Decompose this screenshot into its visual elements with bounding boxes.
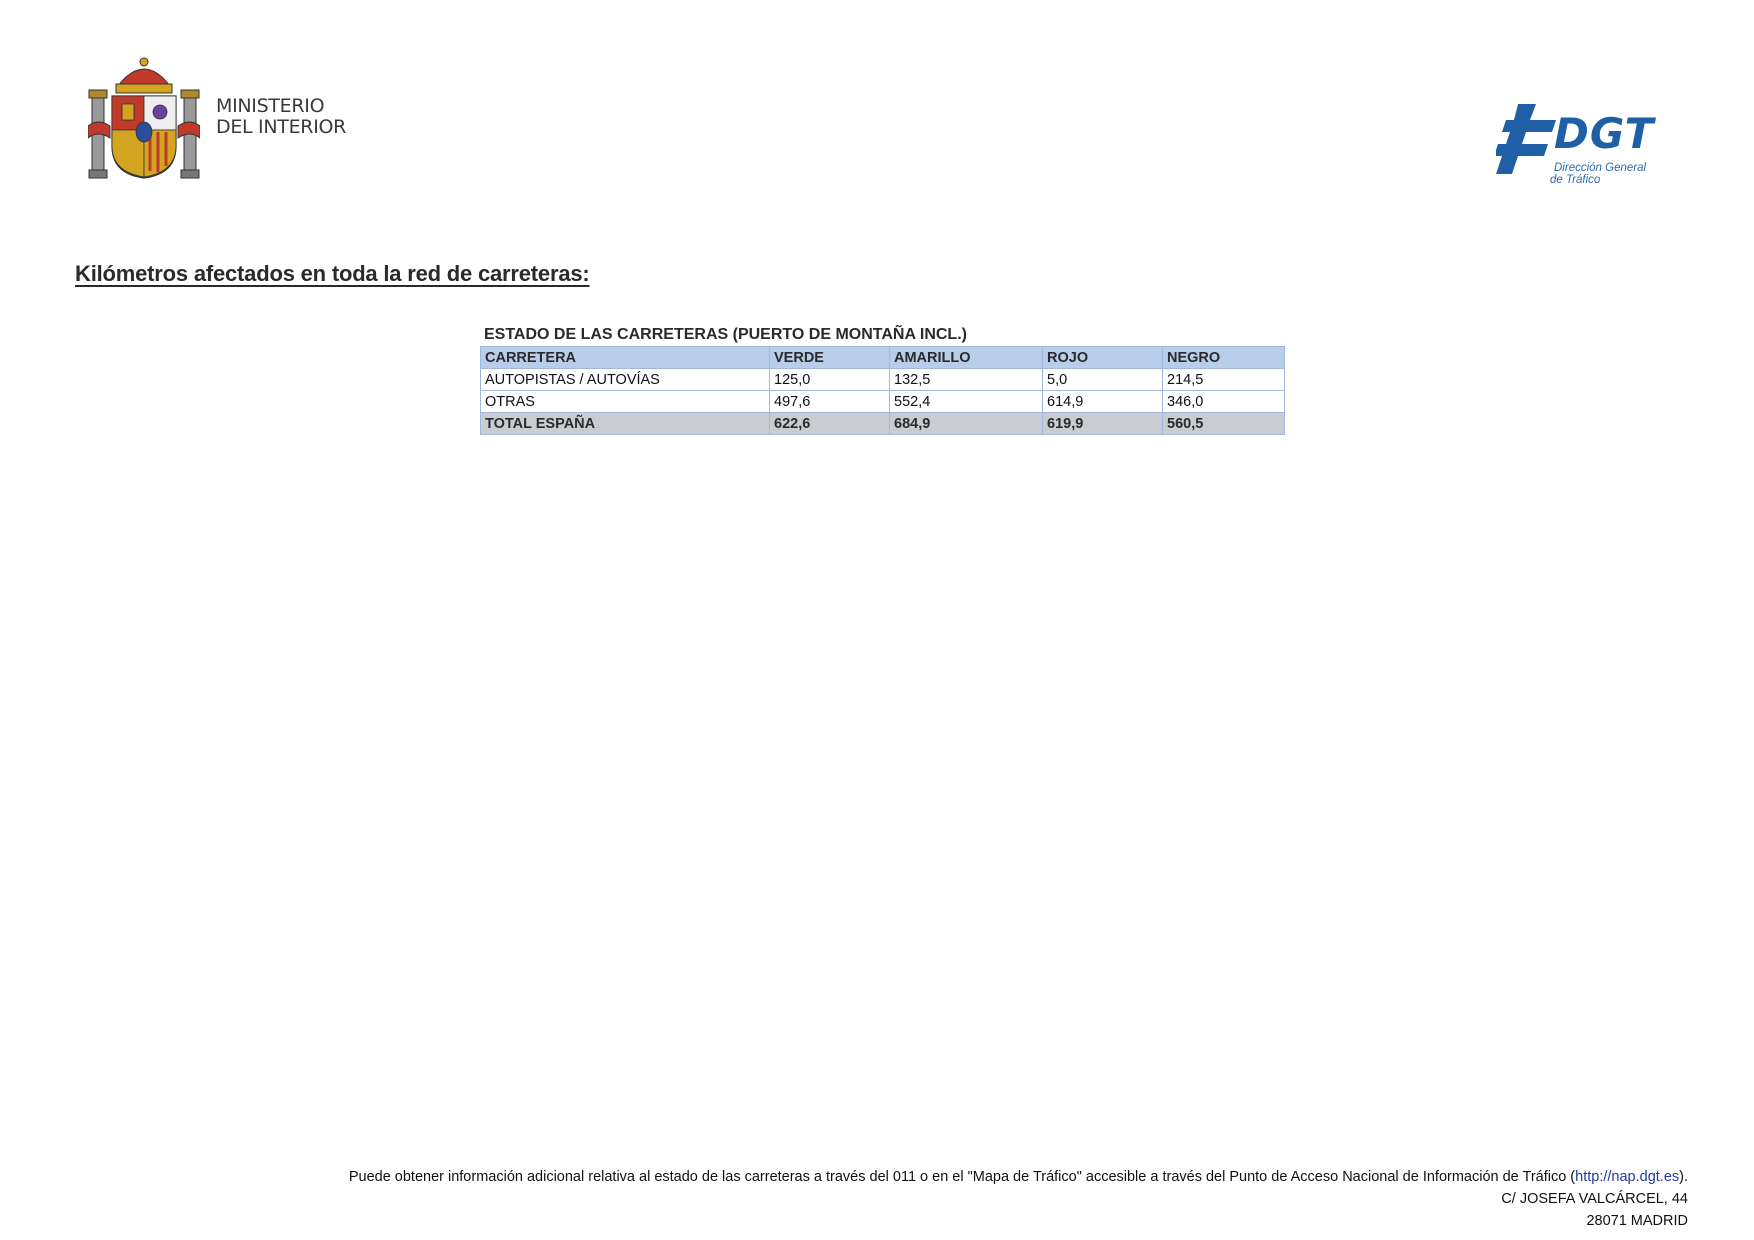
table-row (481, 369, 1285, 391)
total-cell: 560,5 (1163, 413, 1285, 435)
table-cell: 497,6 (770, 391, 890, 413)
ministry-line-2: DEL INTERIOR (216, 116, 347, 138)
table-header-row (481, 347, 1285, 369)
dgt-logo (1496, 104, 1666, 194)
dgt-wordmark: DGT (1554, 109, 1655, 158)
table-cell: 552,4 (890, 391, 1043, 413)
footer-note (349, 1166, 1688, 1188)
dgt-subtitle-line-2: de Tráfico (1550, 174, 1601, 186)
nap-link[interactable]: http://nap.dgt.es (1575, 1169, 1680, 1185)
table-cell: 5,0 (1043, 369, 1163, 391)
table-cell: 132,5 (890, 369, 1043, 391)
address-line-2: 28071 MADRID (1586, 1213, 1688, 1229)
total-cell: TOTAL ESPAÑA (481, 413, 770, 435)
total-cell: 684,9 (890, 413, 1043, 435)
table-title: ESTADO DE LAS CARRETERAS (PUERTO DE MONTAÑA INCL.) (484, 326, 967, 343)
table-cell: 614,9 (1043, 391, 1163, 413)
footer-note-end: ). (1679, 1169, 1688, 1185)
road-status-table (480, 346, 1285, 435)
ministry-name (216, 96, 346, 138)
total-cell: 619,9 (1043, 413, 1163, 435)
table-total-row (481, 413, 1285, 435)
footer-note-text: Puede obtener información adicional relativa al estado de las carreteras a través del 011 o en el "Mapa de Tráfico" accesible a través del Punto de Acceso Nacional de Información de Tráfico ( (348, 1169, 1576, 1185)
table-cell: 214,5 (1163, 369, 1285, 391)
page-footer (349, 1166, 1688, 1232)
table-cell: 125,0 (770, 369, 890, 391)
dgt-subtitle-line-1: Dirección General (1554, 162, 1647, 174)
road-status-table-section (480, 325, 1284, 435)
address-line-1: C/ JOSEFA VALCÁRCEL, 44 (1501, 1191, 1688, 1207)
table-row (481, 391, 1285, 413)
ministry-line-1: MINISTERIO (216, 95, 325, 117)
total-cell: 622,6 (770, 413, 890, 435)
table-cell: 346,0 (1163, 391, 1285, 413)
column-header: NEGRO (1163, 347, 1285, 369)
column-header: AMARILLO (890, 347, 1043, 369)
coat-of-arms-icon (88, 56, 200, 180)
page-heading: Kilómetros afectados en toda la red de carreteras: (75, 261, 590, 286)
column-header: ROJO (1043, 347, 1163, 369)
dgt-subtitle (1550, 162, 1646, 186)
table-cell: OTRAS (481, 391, 770, 413)
column-header: CARRETERA (481, 347, 770, 369)
ministry-logo (88, 56, 358, 181)
column-header: VERDE (770, 347, 890, 369)
table-cell: AUTOPISTAS / AUTOVÍAS (481, 369, 770, 391)
